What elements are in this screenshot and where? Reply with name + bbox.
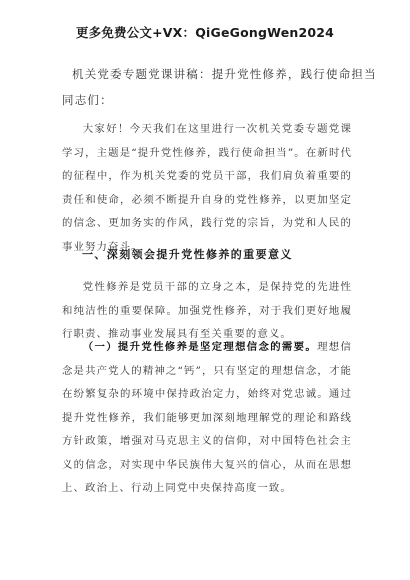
subsection-body: 理想信念是共产党人的精神之“钙”，只有坚定的理想信念，才能在纷繁复杂的环境中保持政治定力，始终对党忠诚。通过提升党性修养，我们能够更加深刻地理解党的理论和路线方针政策，增强对马克思主义的信仰，对中国特色社会主义的信念，对实现中华民族伟大复兴的信心，从而在思想上、政治上、行动上同党中央保持高度一致。	[62, 341, 352, 494]
paragraph-intro: 大家好！今天我们在这里进行一次机关党委专题党课学习，主题是“提升党性修养，践行使命担当”。在新时代的征程中，作为机关党委的党员干部，我们肩负着重要的责任和使命，必须不断提升自身的党性修养，以更加坚定的信念、更加务实的作风，践行党的宗旨，为党和人民的事业努力奋斗。	[62, 123, 352, 253]
promo-header: 更多免费公文+VX：QiGeGongWen2024	[75, 25, 335, 40]
paragraph-significance: 党性修养是党员干部的立身之本，是保持党的先进性和纯洁性的重要保障。加强党性修养，对于我们更好地履行职责、推动事业发展具有至关重要的意义。	[62, 281, 352, 340]
section-heading: 一、深刻领会提升党性修养的重要意义	[82, 248, 293, 261]
subsection-lead: （一）提升党性修养是坚定理想信念的需要。	[82, 341, 318, 353]
document-title: 机关党委专题党课讲稿：提升党性修养，践行使命担当	[72, 67, 377, 81]
paragraph-ideals	[62, 336, 352, 501]
greeting: 同志们：	[62, 93, 113, 107]
